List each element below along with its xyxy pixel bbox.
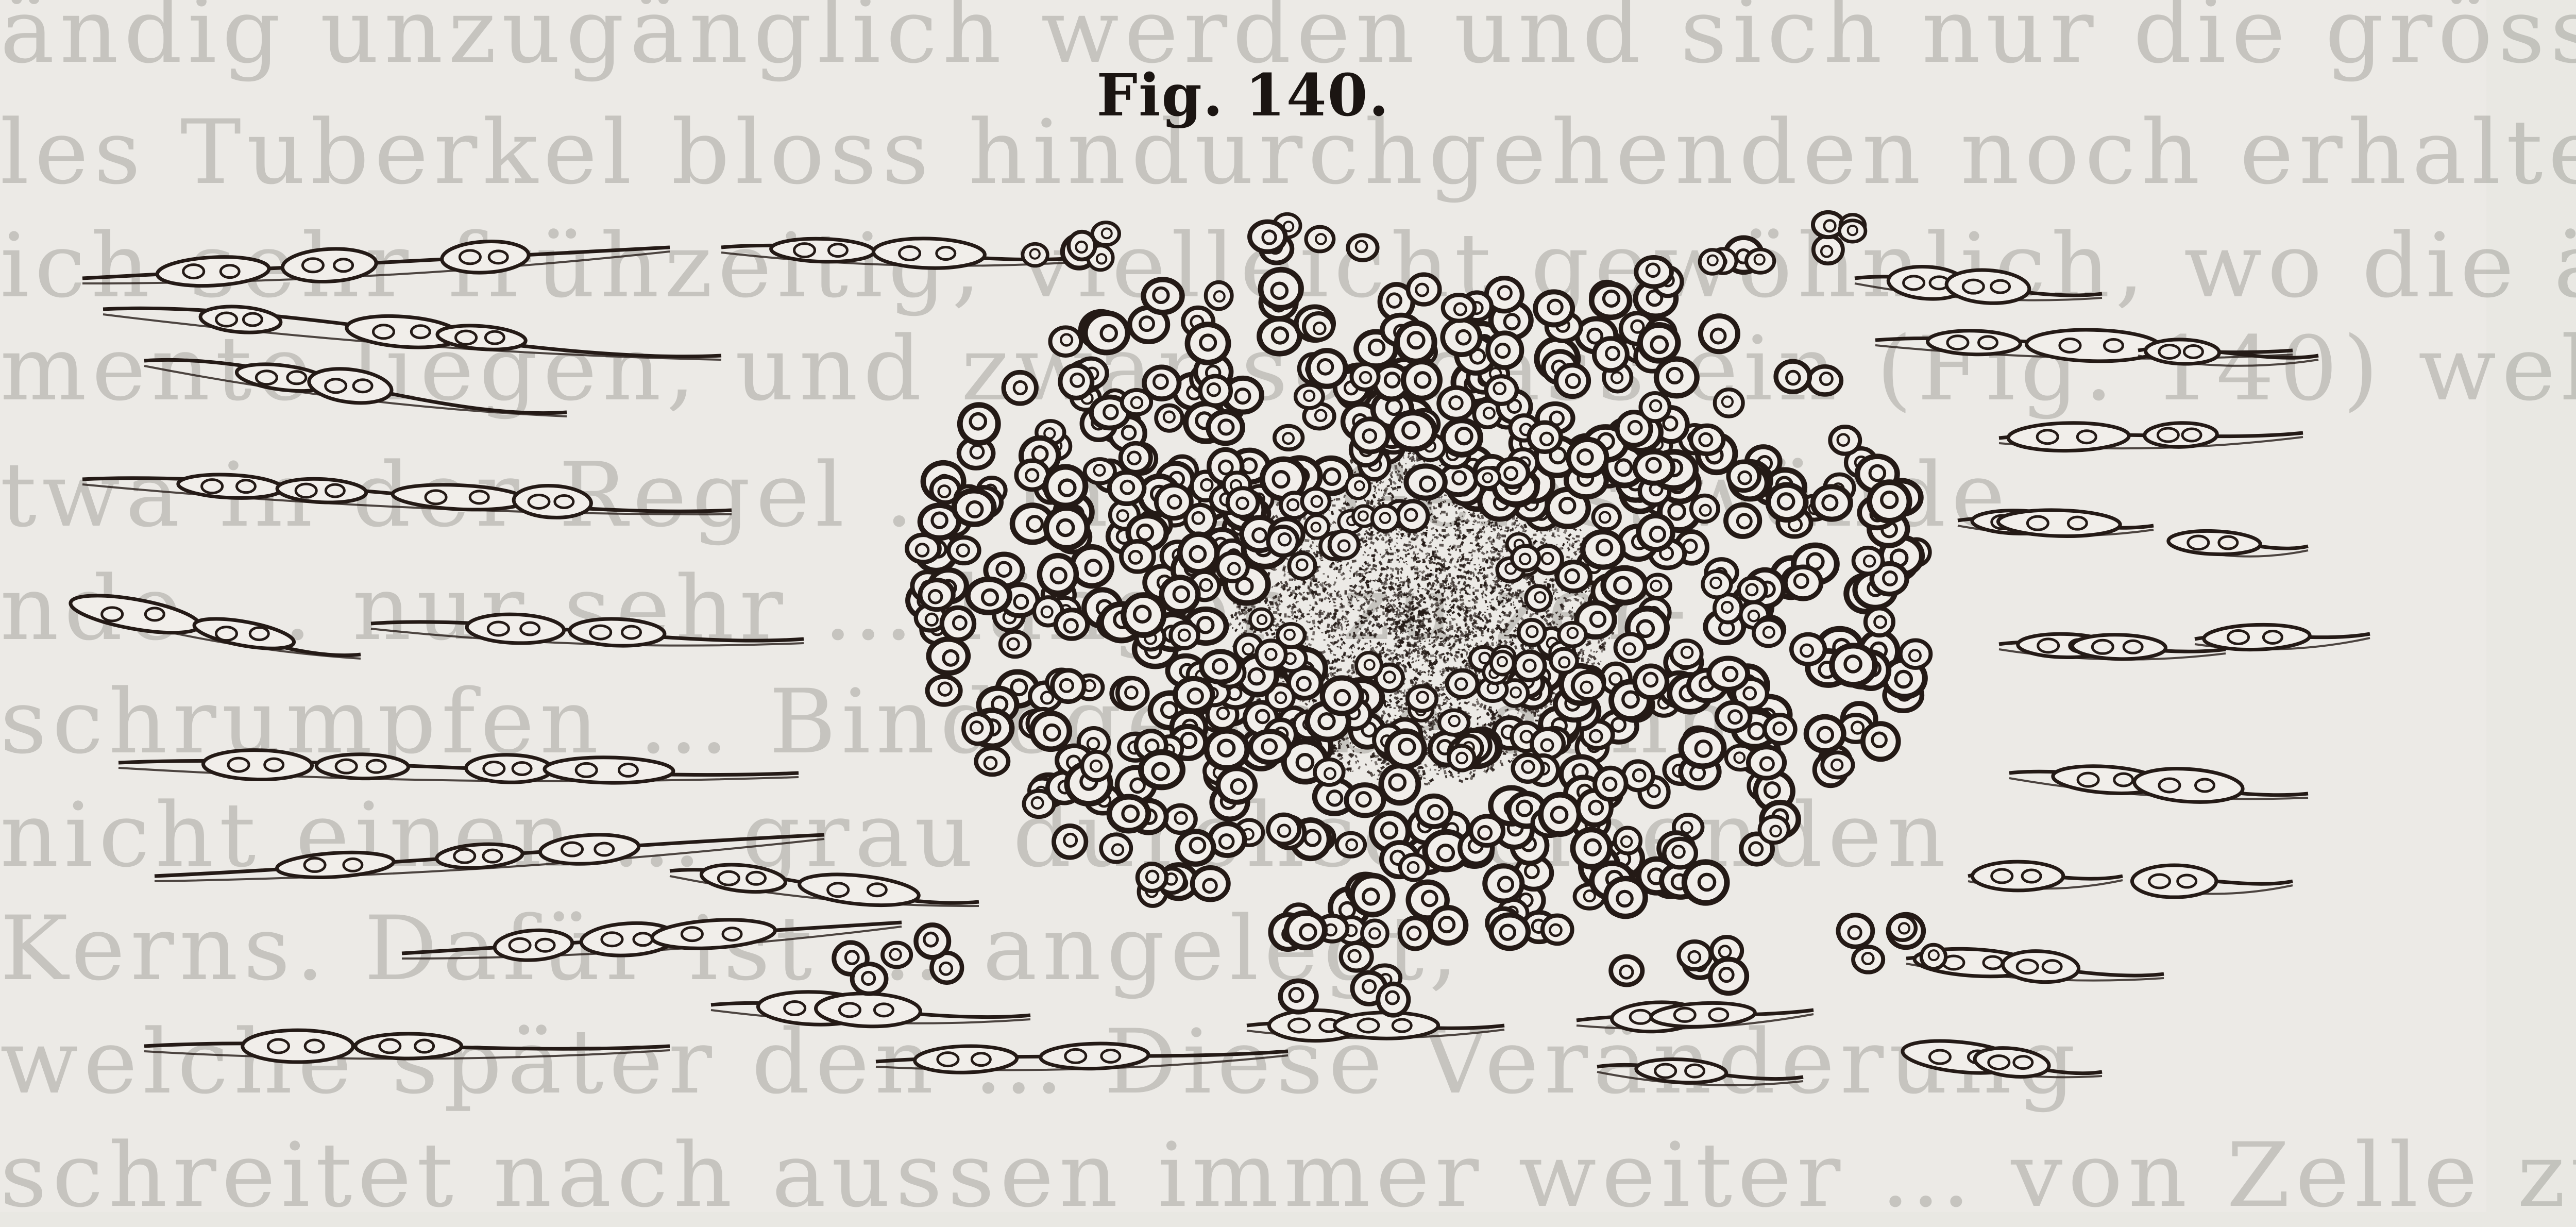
spindle-cell (371, 613, 804, 647)
spindle-cell (1577, 1000, 1814, 1033)
round-cell (1593, 505, 1620, 529)
round-cell (1491, 915, 1528, 948)
spindle-cell (1968, 862, 2123, 890)
round-cell (1869, 482, 1909, 521)
round-cell (1806, 717, 1844, 751)
round-cell (1250, 731, 1289, 762)
round-cell (1200, 376, 1230, 406)
round-cell (1636, 258, 1672, 287)
round-cell (1488, 333, 1522, 367)
round-cell (1275, 426, 1303, 450)
round-cell (1315, 760, 1344, 785)
round-cell (1162, 577, 1198, 612)
round-cell (1485, 866, 1522, 901)
round-cell (1056, 610, 1088, 638)
round-cell (852, 964, 886, 994)
round-cell (1439, 710, 1469, 735)
round-cell (1289, 553, 1315, 578)
round-cell (1398, 501, 1428, 531)
round-cell (1551, 649, 1577, 673)
round-cell (1921, 945, 1945, 968)
round-cell (927, 677, 960, 704)
round-cell (1023, 244, 1047, 266)
round-cell (1250, 222, 1285, 251)
round-cell (1069, 232, 1095, 260)
round-cell (1854, 548, 1883, 574)
round-cell (1471, 816, 1503, 845)
bleed-line: nicht einen … grau durchscheinenden (0, 783, 1952, 887)
round-cell (1526, 586, 1551, 611)
round-cell (1691, 426, 1723, 454)
round-cell (1392, 413, 1435, 449)
round-cell (1218, 768, 1255, 802)
round-cell (1060, 365, 1092, 398)
round-cell (1543, 916, 1572, 944)
round-cell (1408, 275, 1439, 305)
round-cell (1765, 715, 1795, 743)
bleed-line: schrumpfen … Bindegewebe dann (0, 670, 1738, 774)
round-cell (1381, 766, 1418, 803)
round-cell (1403, 362, 1440, 398)
round-cell (1709, 658, 1748, 689)
spindle-cell (118, 749, 799, 784)
round-cell (1330, 531, 1359, 558)
round-cell (1559, 623, 1586, 646)
round-cell (1776, 361, 1809, 392)
round-cell (1175, 679, 1213, 711)
round-cell (1901, 640, 1931, 667)
round-cell (1352, 419, 1388, 452)
spindle-cell (670, 861, 979, 910)
round-cell (1768, 485, 1806, 520)
spindle-cell (103, 304, 721, 360)
round-cell (1671, 641, 1702, 667)
spindle-cell (2132, 865, 2293, 897)
round-cell (1304, 313, 1333, 340)
round-cell (1443, 320, 1480, 355)
round-cell (1568, 440, 1606, 476)
round-cell (1701, 316, 1738, 351)
spindle-cell (82, 473, 732, 519)
round-cell (1556, 365, 1588, 397)
round-cell (1400, 854, 1428, 880)
round-cell (968, 579, 1009, 613)
round-cell (1645, 575, 1670, 598)
round-cell (1808, 366, 1841, 394)
spindle-cell (1958, 509, 2154, 537)
round-cell (1045, 467, 1085, 506)
round-cell (1417, 796, 1451, 827)
round-cell (1616, 634, 1646, 661)
round-cell (1814, 236, 1843, 264)
round-cell (1822, 752, 1853, 777)
round-cell (1449, 746, 1475, 770)
round-cell (1759, 817, 1788, 843)
round-cell (1346, 475, 1369, 499)
round-cell (1143, 279, 1182, 312)
spindle-cell (2168, 529, 2308, 556)
round-cell (1208, 412, 1243, 443)
round-cell (1101, 834, 1131, 862)
round-cell (1408, 686, 1436, 711)
round-cell (1497, 459, 1528, 486)
round-cell (1514, 652, 1545, 680)
round-cell (1306, 227, 1334, 251)
round-cell (1180, 534, 1217, 572)
round-cell (1573, 830, 1610, 867)
spindle-cell (402, 917, 902, 963)
round-cell (1684, 862, 1727, 903)
round-cell (1308, 350, 1346, 386)
round-cell (1054, 826, 1086, 858)
round-cell (1635, 452, 1673, 483)
round-cell (1250, 609, 1272, 630)
round-cell (1535, 292, 1572, 325)
round-cell (1372, 506, 1398, 531)
round-cell (1141, 752, 1182, 787)
round-cell (1595, 768, 1626, 799)
round-cell (1004, 372, 1036, 404)
bleed-line: Kerns. Dafür ist … angelegt, (0, 897, 1464, 1000)
round-cell (1785, 567, 1821, 599)
round-cell (1594, 339, 1627, 371)
round-cell (1050, 327, 1081, 356)
round-cell (1138, 864, 1166, 891)
round-cell (1443, 421, 1481, 455)
round-cell (1638, 516, 1672, 549)
bleed-line: twa in der Regel … in die Gefässwände (0, 443, 2011, 547)
round-cell (1443, 295, 1475, 321)
round-cell (1635, 666, 1667, 698)
round-cell (1261, 270, 1301, 308)
round-cell (1476, 468, 1500, 488)
round-cell (1512, 546, 1539, 570)
round-cell (1178, 831, 1214, 864)
round-cell (1486, 376, 1517, 404)
round-cell (883, 943, 911, 967)
round-cell (1406, 466, 1445, 498)
round-cell (1700, 250, 1725, 274)
round-cell (1053, 670, 1084, 702)
round-cell (1611, 956, 1642, 985)
round-cell (929, 639, 968, 673)
round-cell (1656, 359, 1697, 396)
round-cell (1278, 624, 1305, 647)
spindle-cell (1597, 1057, 1803, 1085)
bleed-line: nde … nur sehr … länger, zu zer- (0, 557, 1692, 660)
round-cell (1121, 541, 1154, 572)
round-cell (1188, 325, 1228, 363)
round-cell (1352, 876, 1393, 915)
round-cell (1171, 623, 1198, 648)
round-cell (1201, 651, 1239, 682)
spindle-cell (144, 1030, 670, 1062)
round-cell (1206, 282, 1232, 309)
bleed-line: ändig unzugänglich werden und sich nur die gröss (0, 0, 2576, 83)
spindle-cell (2009, 763, 2308, 805)
round-cell (1863, 724, 1899, 759)
round-cell (916, 925, 949, 957)
round-cell (1513, 755, 1543, 782)
round-cell (1192, 868, 1228, 900)
round-cell (1573, 672, 1604, 699)
round-cell (1124, 595, 1164, 635)
round-cell (1832, 646, 1875, 685)
round-cell (1351, 364, 1378, 389)
round-cell (1726, 505, 1760, 536)
round-cell-cluster (834, 212, 1946, 1015)
round-cell (1640, 393, 1669, 421)
bleed-line: welche später den … Diese Veränderung (0, 1010, 2081, 1114)
round-cell (1529, 423, 1561, 452)
round-cell (1156, 405, 1182, 430)
spindle-cell (1901, 1036, 2102, 1080)
spindle-cell (2195, 623, 2370, 651)
round-cell (1691, 496, 1718, 522)
spindle-cell (876, 1043, 1288, 1074)
round-cell (1259, 319, 1299, 354)
round-cell (1749, 747, 1785, 778)
spindle-cell (82, 239, 670, 288)
round-cell (1866, 608, 1893, 635)
round-cell (1853, 947, 1883, 972)
round-cell (1397, 323, 1435, 361)
round-cell (1830, 427, 1860, 454)
round-cell (1540, 795, 1579, 834)
bleed-line: mente liegen, und zwar so, dass ein (Fig. 140) welche (0, 317, 2576, 421)
round-cell (1754, 619, 1783, 646)
spindle-cell (1247, 1010, 1504, 1040)
round-cell (1447, 670, 1478, 697)
spindle-cell (1999, 422, 2303, 452)
bleed-line: les Tuberkel bloss hindurchgehenden noch erhalt (0, 100, 2548, 204)
round-cell (1430, 907, 1466, 943)
round-cell (1156, 485, 1191, 518)
round-cell (1046, 508, 1087, 548)
round-cell (954, 491, 994, 524)
round-cell (1717, 702, 1750, 731)
round-cell (1400, 918, 1430, 949)
figure-caption: Fig. 140. (1096, 62, 1390, 129)
round-cell (1439, 388, 1473, 419)
round-cell (963, 714, 992, 744)
round-cell (1207, 731, 1247, 768)
round-cell (1286, 913, 1325, 948)
round-cell (1362, 920, 1387, 946)
round-cell (1280, 981, 1316, 1012)
round-cell (1356, 652, 1381, 678)
round-cell (1085, 459, 1115, 483)
round-cell (1813, 486, 1851, 519)
round-cell (1681, 730, 1724, 766)
round-cell (1341, 943, 1372, 971)
round-cell (1337, 833, 1365, 856)
round-cell (1710, 959, 1747, 993)
round-cell (1217, 553, 1248, 581)
round-cell (1791, 634, 1825, 664)
round-cell (1228, 488, 1258, 517)
round-cell (1640, 325, 1678, 361)
spindle-cell (1855, 264, 2102, 306)
round-cell (1040, 556, 1076, 593)
round-cell (1082, 752, 1111, 780)
round-cell (1615, 828, 1640, 853)
round-cell (1306, 515, 1329, 538)
bleed-line: ich frühzeitig, vielleicht gewöhnlich, wo die (0, 214, 2520, 317)
round-cell (1679, 942, 1710, 969)
round-cell (1268, 815, 1299, 844)
spindle-cell (1999, 633, 2226, 660)
round-cell (1109, 797, 1148, 831)
round-cell (1583, 532, 1623, 567)
round-cell (942, 608, 974, 640)
round-cell (1117, 678, 1147, 708)
round-cell (1121, 443, 1150, 472)
round-cell (1728, 462, 1759, 491)
round-cell (976, 748, 1008, 775)
round-cell (1838, 915, 1873, 947)
spindle-cell (144, 360, 567, 416)
round-cell (1122, 390, 1151, 414)
round-cell (1323, 678, 1361, 714)
round-cell (1703, 571, 1731, 597)
round-cell (1378, 984, 1409, 1015)
spindle-cell (1875, 328, 2293, 363)
round-cell (1739, 578, 1766, 602)
round-cell (1346, 785, 1383, 815)
round-cell (948, 537, 979, 563)
round-cell (1519, 620, 1545, 645)
spindle-cell (68, 588, 361, 659)
round-cell (1032, 713, 1070, 749)
round-cell (1001, 632, 1029, 657)
round-cell (1085, 313, 1128, 353)
round-cell (1348, 235, 1377, 260)
round-cell (1268, 527, 1298, 556)
round-cell (1715, 390, 1743, 416)
round-cell (1591, 284, 1630, 317)
round-cell (920, 580, 953, 609)
round-cell (1296, 385, 1324, 408)
round-cell (1302, 489, 1329, 514)
round-cell (1839, 221, 1866, 242)
round-cell (960, 405, 998, 443)
round-cell (1603, 568, 1646, 602)
round-cell (1606, 879, 1646, 916)
round-cell (1165, 805, 1195, 833)
round-cell (1387, 731, 1425, 767)
bleed-line: schreitet nach aussen immer weiter … von Zelle z (0, 1123, 2571, 1227)
round-cell (1491, 651, 1514, 675)
round-cell (1747, 249, 1774, 273)
round-cell (1889, 916, 1916, 940)
round-cell (1664, 839, 1696, 868)
